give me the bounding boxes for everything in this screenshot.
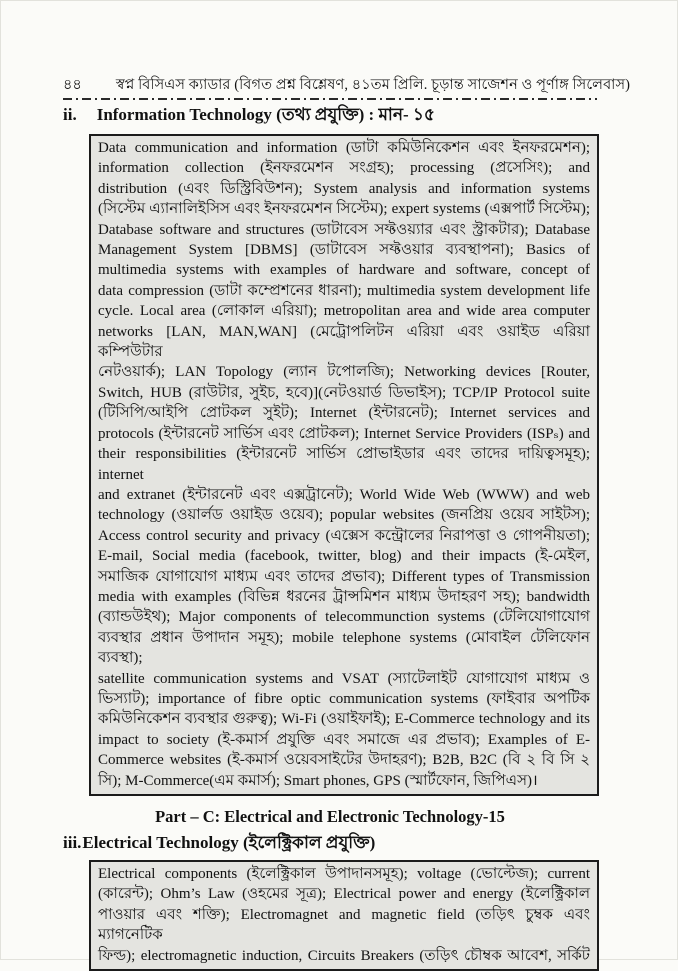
syllabus-text-line: ভিস্যাট); importance of fibre optic communication systems (ফাইবার অপটিক [98, 690, 590, 707]
syllabus-text-line: (টিসিপি/আইপি প্রোটকল সুইট); Internet (ইন্টারনেট); Internet services and [98, 405, 590, 422]
syllabus-text-line: ব্যবস্থার প্রধান উপাদান সমূহ); mobile telephone systems (মোবাইল টেলিফোন ব্যবস্থা); [98, 629, 590, 667]
syllabus-text-line: সমাজিক যোগাযোগ মাধ্যম এবং তাদের প্রভাব); Different types of Transmission [98, 568, 590, 585]
syllabus-text-line: their responsibilities (ইন্টারনেট সার্ভিস প্রোভাইডার এবং তাদের দায়িত্বসমূহ); internet [98, 446, 590, 483]
syllabus-text-line: সি); M-Commerce(এম কমার্স); Smart phones, GPS (স্মার্টফোন, জিপিএস)। [98, 772, 538, 789]
syllabus-text-line: protocols (ইন্টারনেট সার্ভিস এবং প্রোটকল); Internet Service Providers (ISPₛ) and [98, 425, 590, 442]
section-title: Information Technology (তথ্য প্রযুক্তি) : মান- ১৫ [96, 105, 435, 124]
syllabus-text-line: Management System [DBMS] (ডাটাবেস সফ্টওয়ার ব্যবস্থাপনা); Basics of [98, 242, 590, 259]
syllabus-text-line: (ব্যান্ডউইথ); Major components of telecommunction systems (টেলিযোগাযোগ [98, 609, 590, 626]
syllabus-text-line: Commerce websites (ই-কমার্স ওয়েবসাইটের উদাহরণ); B2B, B2C (বি ২ বি সি ২ [98, 752, 590, 769]
syllabus-text-line: Switch, HUB (রাউটার, সুইচ, হবে)](নেটওয়ার্ড ডিভাইস); TCP/IP Protocol suite [98, 384, 590, 401]
book-title: স্বপ্ন বিসিএস ক্যাডার (বিগত প্রশ্ন বিশ্লেষণ, ৪১তম প্রিলি. চূড়ান্ত সাজেশন ও পূর্ণাঙ্গ সিলেবাস) [115, 77, 631, 93]
syllabus-text-line: technology (ওয়ার্লড ওয়াইড ওয়েব); popular websites (জনপ্রিয় ওয়েব সাইটস); [98, 507, 590, 524]
section-heading-information-technology [63, 102, 597, 128]
page-number: ৪৪ [63, 77, 82, 93]
syllabus-text-line: (সিস্টেম এ্যানালিইসিস এবং ইনফরমেশন সিস্টেম); expert systems (এক্সপার্ট সিস্টেম); [98, 201, 590, 218]
document-page [1, 1, 677, 971]
syllabus-text-line: ফিল্ড); electromagnetic induction, Circuits Breakers (তড়িৎ চৌম্বক আবেশ, সর্কিট [98, 947, 590, 964]
syllabus-text-line: E-mail, Social media (facebook, twitter, blog) and their impacts (ই-মেইল, [98, 548, 590, 565]
syllabus-text-line: networks [LAN, MAN,WAN] (মেট্রোপলিটন এরিয়া এবং ওয়াইড এরিয়া কম্পিউটার [98, 323, 590, 361]
syllabus-text-line: কমিউনিকেশন ব্যবস্থার গুরুত্ব); Wi-Fi (ওয়াইফাই); E-Commerce technology and its [98, 711, 590, 728]
syllabus-text-line: পাওয়ার এবং শক্তি); Electromagnet and magnetic field (তড়িৎ চুম্বক এবং ম্যাগনেটিক [98, 906, 590, 944]
syllabus-text-line: satellite communication systems and VSAT (স্যাটেলাইট যোগাযোগ মাধ্যম ও [98, 670, 590, 687]
syllabus-text-line: Access control security and privacy (এক্সেস কন্ট্রোলের নিরাপত্তা ও গোপনীয়তা); [98, 527, 590, 544]
syllabus-text-line: and extranet (ইন্টারনেট এবং এক্সট্রানেট); World Wide Web (WWW) and web [98, 486, 590, 503]
syllabus-text-line: Database software and structures (ডাটাবেস সফ্টওয়্যার এবং স্ট্রাকটার); Database [98, 221, 590, 238]
syllabus-text-line: impact to society (ই-কমার্স প্রযুক্তি এবং সমাজে এর প্রভাব); Examples of E- [98, 731, 590, 748]
syllabus-text-line: cycle. Local area (লোকাল এরিয়া); metropolitan area and wide area computer [98, 303, 590, 320]
syllabus-text-line: Electrical components (ইলেক্ট্রিকাল উপাদানসমূহ); voltage (ভোল্টেজ); current [98, 866, 590, 882]
section-number: ii. [63, 105, 77, 124]
it-syllabus-box [89, 134, 599, 796]
syllabus-text-line: information collection (ইনফরমেশন সংগ্রহ); processing (প্রসেসিং); and [98, 160, 590, 177]
syllabus-text-line: distribution (এবং ডিস্ট্রিবিউশন); System analysis and information systems [98, 180, 590, 197]
syllabus-text-line: (কারেন্ট); Ohm’s Law (ওহমের সূত্র); Electrical power and energy (ইলেক্ট্রিকাল [98, 886, 590, 903]
syllabus-text-line: media with examples (বিভিন্ন ধরনের ট্রান্সমিশন মাধ্যম উদাহরণ সহ); bandwidth [98, 588, 590, 605]
part-c-heading: Part – C: Electrical and Electronic Technology-15 [155, 807, 505, 826]
dash-dot-divider [63, 98, 597, 100]
syllabus-text-line: Data communication and information (ডাটা কমিউনিকেশন এবং ইনফরমেশন); [98, 140, 590, 156]
syllabus-text-line: multimedia systems with examples of hardware and software, concept of [98, 262, 590, 279]
page-header [63, 75, 631, 95]
syllabus-text-line: data compression (ডাটা কম্প্রেশনের ধারনা); multimedia system development life [98, 282, 590, 299]
section-number: iii. [63, 833, 82, 852]
syllabus-text-line: নেটওয়ার্ক); LAN Topology (ল্যান টপোলজি); Networking devices [Router, [98, 364, 590, 381]
section-title: Electrical Technology (ইলেক্ট্রিকাল প্রযুক্তি) [82, 833, 376, 852]
electrical-syllabus-box [89, 860, 599, 971]
section-heading-electrical-technology [63, 830, 597, 856]
